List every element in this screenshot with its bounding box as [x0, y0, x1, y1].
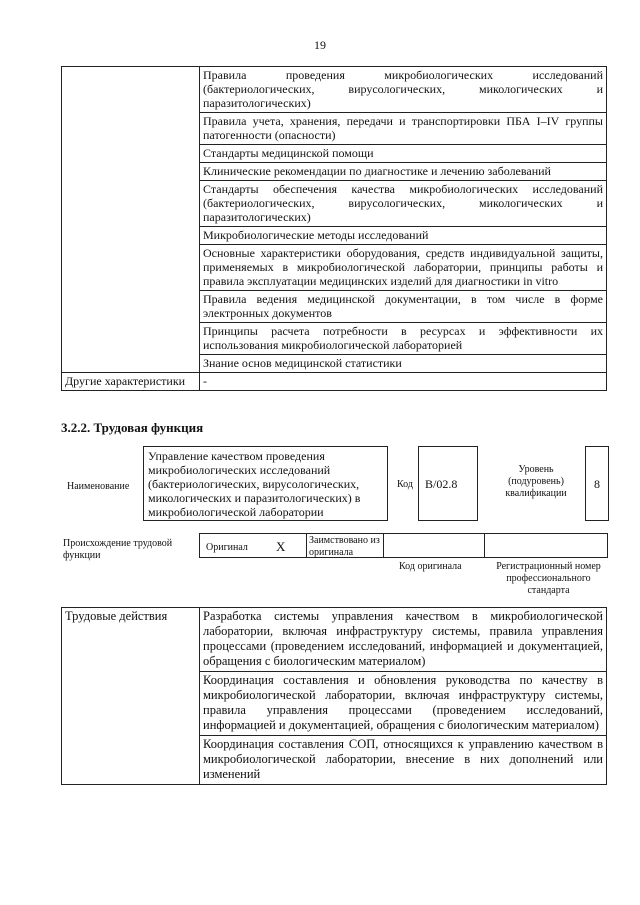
table-cell: Координация составления СОП, относящихся к управлению качеством в микробиологической лаборатории, внесение в них дополнений или изменений: [200, 736, 607, 785]
original-mark: X: [276, 539, 286, 554]
level-label: Уровень (подуровень) квалификации: [505, 464, 567, 499]
original-label: Оригинал: [206, 542, 248, 553]
table-cell: Разработка системы управления качеством в микробиологической лаборатории, включая инфраструктуру системы, правила управления процессами (проведением исследований, информацией и документацией, обращения с биологическим материалом): [200, 608, 607, 672]
registration-caption: Регистрационный номер профессионального стандарта: [496, 561, 601, 596]
table-cell: Координация составления и обновления руководства по качеству в микробиологической лаборатории, включая инфраструктуру системы, правила управления процессами (проведением исследований, информацией и документацией, обращения с биологическим материалом): [200, 672, 607, 736]
table-cell: Знание основ медицинской статистики: [200, 355, 607, 373]
table-row: [62, 67, 607, 113]
page-number: 19: [314, 38, 326, 52]
section-heading: 3.2.2. Трудовая функция: [61, 420, 204, 435]
table-cell: Клинические рекомендации по диагностике и лечению заболеваний: [200, 163, 607, 181]
other-characteristics-label: Другие характеристики: [62, 373, 200, 391]
origin-label: Происхождение трудовой функции: [63, 538, 173, 561]
name-label: Наименование: [67, 481, 130, 492]
other-characteristics-value: -: [200, 373, 607, 391]
function-name-box: Управление качеством проведения микробиологических исследований (бактериологических, вирусологических, микологических и паразитологических) в микробиологической лаборатории: [143, 446, 388, 521]
divider: [306, 533, 307, 558]
labor-actions-table: [61, 607, 607, 785]
knowledge-table: [61, 66, 607, 391]
code-value-box: В/02.8: [418, 446, 478, 521]
table-cell: Правила учета, хранения, передачи и транспортировки ПБА I–IV группы патогенности (опасности): [200, 113, 607, 145]
table-row: [62, 608, 607, 672]
table-cell: Стандарты обеспечения качества микробиологических исследований (бактериологических, вирусологических, микологических и паразитологических): [200, 181, 607, 227]
table-cell: Правила проведения микробиологических исследований (бактериологических, вирусологических, микологических и паразитологических): [200, 67, 607, 113]
code-label: Код: [397, 479, 413, 490]
original-code-caption: Код оригинала: [399, 561, 462, 572]
table-cell-left: [62, 67, 200, 373]
table-cell: Микробиологические методы исследований: [200, 227, 607, 245]
table-cell: Стандарты медицинской помощи: [200, 145, 607, 163]
labor-actions-label: Трудовые действия: [62, 608, 200, 785]
level-value-box: 8: [585, 446, 609, 521]
borrowed-label: Заимствовано из оригинала: [309, 535, 380, 558]
table-cell: Основные характеристики оборудования, средств индивидуальной защиты, применяемых в микробиологической лаборатории, принципы работы и правила эксплуатации медицинских изделий для диагностики in vitro: [200, 245, 607, 291]
table-cell: Правила ведения медицинской документации, в том числе в форме электронных документов: [200, 291, 607, 323]
divider: [484, 533, 485, 558]
divider: [383, 533, 384, 558]
table-row: [62, 373, 607, 391]
origin-row: [199, 533, 608, 558]
table-cell: Принципы расчета потребности в ресурсах и эффективности их использования микробиологической лабораторией: [200, 323, 607, 355]
